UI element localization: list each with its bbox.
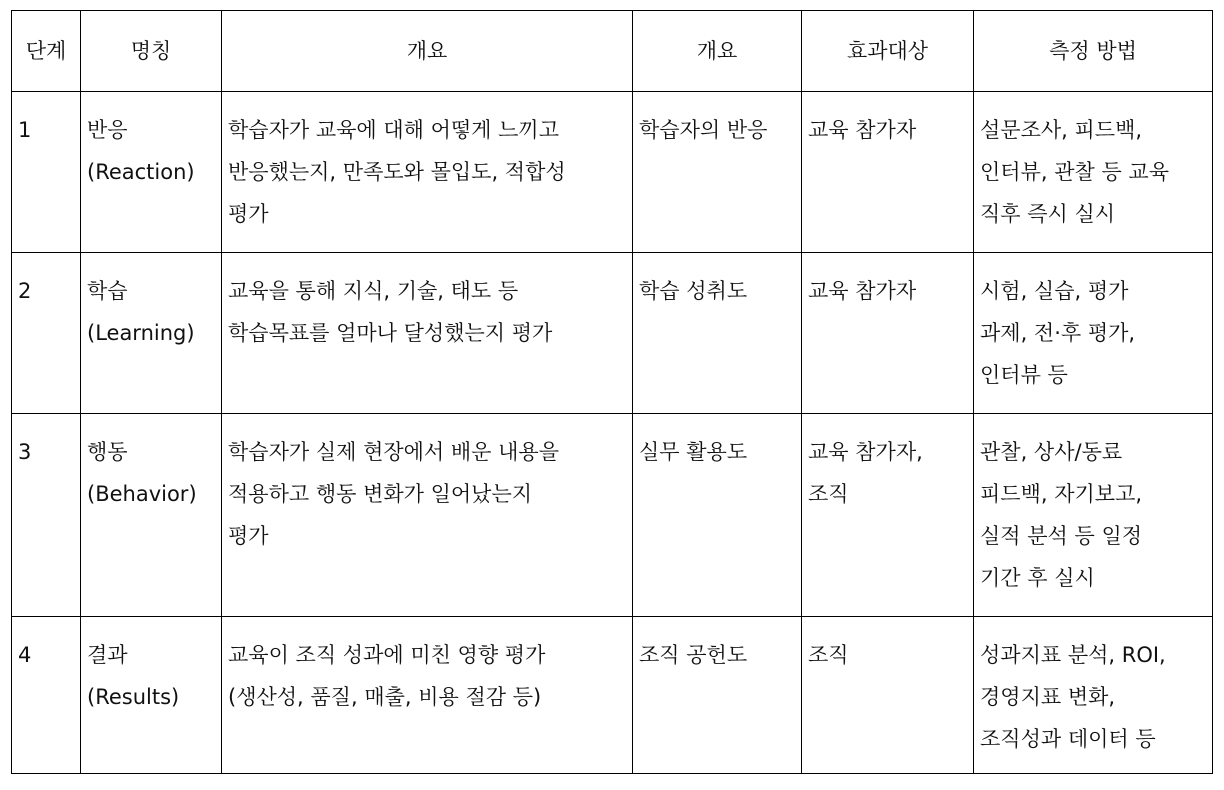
- header-method: 측정 방법: [974, 11, 1213, 92]
- step-cell: 1: [12, 92, 81, 253]
- summary-cell: [633, 617, 802, 774]
- target-line: 교육 참가자: [808, 279, 917, 303]
- name-cell: [81, 414, 222, 617]
- method-cell: [974, 92, 1213, 253]
- method-line: 과제, 전·후 평가,: [980, 321, 1136, 345]
- overview-cell: [222, 253, 633, 414]
- method-line: 직후 즉시 실시: [980, 202, 1116, 226]
- table-row: [12, 92, 1213, 253]
- overview-cell: [222, 92, 633, 253]
- name-korean: 반응: [87, 118, 128, 142]
- name-cell: [81, 92, 222, 253]
- overview-cell: [222, 617, 633, 774]
- header-target: 효과대상: [802, 11, 974, 92]
- summary-line: 조직 공헌도: [639, 643, 748, 667]
- method-line: 설문조사, 피드백,: [980, 118, 1143, 142]
- table-row: [12, 414, 1213, 617]
- target-line: 조직: [808, 482, 849, 506]
- header-summary: 개요: [633, 11, 802, 92]
- evaluation-table: [11, 10, 1213, 774]
- summary-line: 학습자의 반응: [639, 118, 768, 142]
- header-overview: 개요: [222, 11, 633, 92]
- overview-line: 평가: [228, 524, 269, 548]
- step-cell: 4: [12, 617, 81, 774]
- target-cell: [802, 414, 974, 617]
- overview-line: 평가: [228, 202, 269, 226]
- name-english: (Behavior): [87, 482, 197, 506]
- name-english: (Learning): [87, 321, 195, 345]
- name-cell: [81, 617, 222, 774]
- method-line: 기간 후 실시: [980, 566, 1095, 590]
- header-step: 단계: [12, 11, 81, 92]
- method-line: 조직성과 데이터 등: [980, 727, 1156, 751]
- target-cell: [802, 92, 974, 253]
- overview-line: 반응했는지, 만족도와 몰입도, 적합성: [228, 160, 566, 184]
- target-cell: [802, 617, 974, 774]
- overview-line: 학습목표를 얼마나 달성했는지 평가: [228, 321, 553, 345]
- name-english: (Results): [87, 685, 180, 709]
- target-line: 교육 참가자,: [808, 440, 923, 464]
- method-line: 시험, 실습, 평가: [980, 279, 1129, 303]
- method-line: 실적 분석 등 일정: [980, 524, 1143, 548]
- target-line: 교육 참가자: [808, 118, 917, 142]
- step-cell: 2: [12, 253, 81, 414]
- summary-line: 실무 활용도: [639, 440, 748, 464]
- method-line: 성과지표 분석, ROI,: [980, 643, 1166, 667]
- summary-cell: [633, 253, 802, 414]
- overview-cell: [222, 414, 633, 617]
- overview-line: 적용하고 행동 변화가 일어났는지: [228, 482, 533, 506]
- header-name: 명칭: [81, 11, 222, 92]
- header-row: [12, 11, 1213, 92]
- method-line: 인터뷰, 관찰 등 교육: [980, 160, 1169, 184]
- overview-line: 교육을 통해 지식, 기술, 태도 등: [228, 279, 519, 303]
- method-line: 경영지표 변화,: [980, 685, 1116, 709]
- method-cell: [974, 253, 1213, 414]
- step-cell: 3: [12, 414, 81, 617]
- target-cell: [802, 253, 974, 414]
- summary-cell: [633, 414, 802, 617]
- name-english: (Reaction): [87, 160, 195, 184]
- overview-line: 학습자가 교육에 대해 어떻게 느끼고: [228, 118, 559, 142]
- method-line: 관찰, 상사/동료: [980, 440, 1123, 464]
- method-line: 피드백, 자기보고,: [980, 482, 1143, 506]
- target-line: 조직: [808, 643, 849, 667]
- overview-line: 학습자가 실제 현장에서 배운 내용을: [228, 440, 559, 464]
- name-korean: 학습: [87, 279, 128, 303]
- method-cell: [974, 414, 1213, 617]
- overview-line: 교육이 조직 성과에 미친 영향 평가: [228, 643, 546, 667]
- table-row: [12, 253, 1213, 414]
- table-row: [12, 617, 1213, 774]
- summary-line: 학습 성취도: [639, 279, 748, 303]
- overview-line: (생산성, 품질, 매출, 비용 절감 등): [228, 685, 542, 709]
- name-korean: 결과: [87, 643, 128, 667]
- method-cell: [974, 617, 1213, 774]
- method-line: 인터뷰 등: [980, 363, 1068, 387]
- name-korean: 행동: [87, 440, 128, 464]
- name-cell: [81, 253, 222, 414]
- summary-cell: [633, 92, 802, 253]
